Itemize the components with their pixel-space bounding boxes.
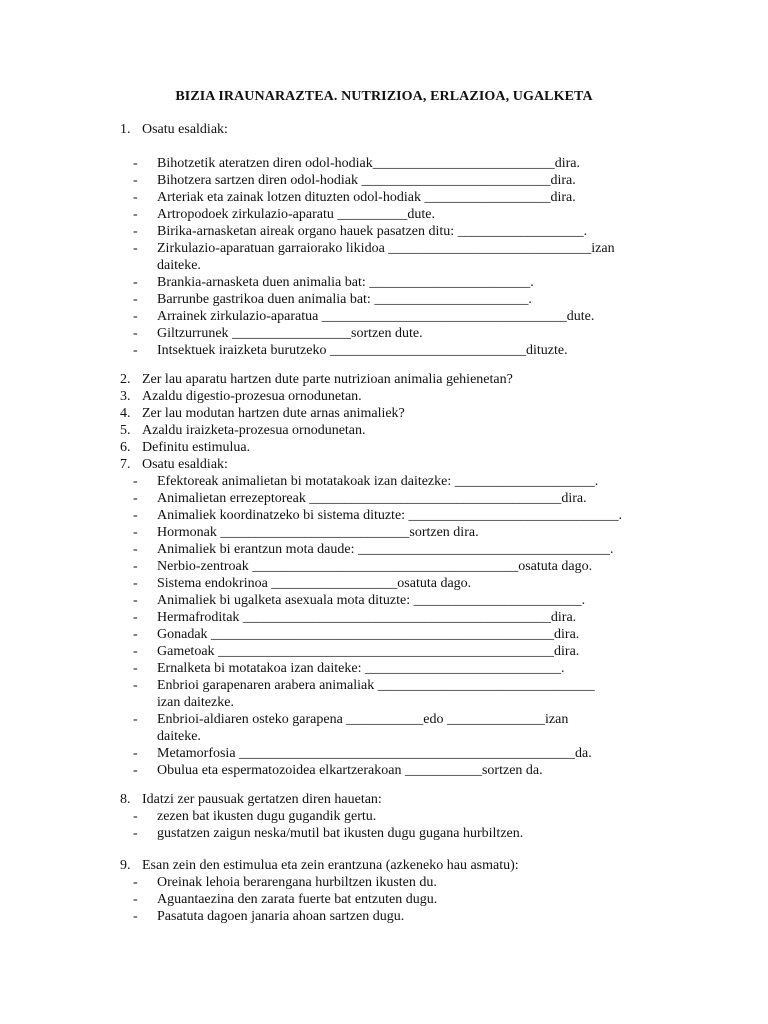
question-1-heading xyxy=(120,121,660,138)
dash-bullet: - xyxy=(133,826,138,841)
dash-bullet: - xyxy=(133,343,138,358)
dash-bullet: - xyxy=(133,610,138,625)
list-item xyxy=(120,762,660,779)
dash-bullet: - xyxy=(133,190,138,205)
question-number: 1. xyxy=(120,122,131,137)
dash-bullet: - xyxy=(133,275,138,290)
list-item xyxy=(120,891,660,908)
dash-bullet: - xyxy=(133,678,138,693)
list-item xyxy=(120,342,660,359)
list-item xyxy=(120,291,660,308)
list-item xyxy=(120,473,660,490)
item-text: Gametoak ________________________________________________dira. xyxy=(157,644,580,659)
item-text: Artropodoek zirkulazio-aparatu __________dute. xyxy=(157,207,435,222)
list-item xyxy=(120,274,660,291)
list-item xyxy=(120,592,660,609)
question-text: Azaldu iraizketa-prozesua ornodunetan. xyxy=(142,423,366,438)
dash-bullet: - xyxy=(133,309,138,324)
item-text: zezen bat ikusten dugu gugandik gertu. xyxy=(157,809,377,824)
item-text: Hormonak ___________________________sortzen dira. xyxy=(157,525,479,540)
item-text: Nerbio-zentroak ______________________________________osatuta dago. xyxy=(157,559,593,574)
item-text: Hermafroditak ____________________________________________dira. xyxy=(157,610,577,625)
list-item xyxy=(120,240,660,274)
question-text: Definitu estimulua. xyxy=(142,440,251,455)
item-text: Bihotzera sartzen diren odol-hodiak ___________________________dira. xyxy=(157,173,576,188)
item-continuation: daiteke. xyxy=(157,729,201,744)
list-item xyxy=(120,609,660,626)
item-text: Barrunbe gastrikoa duen animalia bat: ______________________. xyxy=(157,292,532,307)
dash-bullet: - xyxy=(133,508,138,523)
list-item xyxy=(120,677,660,711)
dash-bullet: - xyxy=(133,746,138,761)
item-text: Aguantaezina den zarata fuerte bat entzuten dugu. xyxy=(157,892,438,907)
dash-bullet: - xyxy=(133,491,138,506)
dash-bullet: - xyxy=(133,474,138,489)
dash-bullet: - xyxy=(133,241,138,256)
question-text: Zer lau aparatu hartzen dute parte nutrizioan animalia gehienetan? xyxy=(142,372,513,387)
question-5 xyxy=(120,422,660,439)
question-6 xyxy=(120,439,660,456)
item-text: Ernalketa bi motatakoa izan daiteke: ____________________________. xyxy=(157,661,565,676)
item-text: Animaliek bi erantzun mota daude: ____________________________________. xyxy=(157,542,614,557)
list-item xyxy=(120,711,660,745)
question-number: 9. xyxy=(120,858,131,873)
item-continuation: daiteke. xyxy=(157,258,201,273)
dash-bullet: - xyxy=(133,525,138,540)
item-text: Oreinak lehoia berarengana hurbiltzen ikusten du. xyxy=(157,875,437,890)
item-text: Animaliek bi ugalketa asexuala mota dituzte: ________________________. xyxy=(157,593,586,608)
item-text: Efektoreak animalietan bi motatakoak izan daitezke: ____________________. xyxy=(157,474,599,489)
question-7-heading xyxy=(120,456,660,473)
question-number: 7. xyxy=(120,457,131,472)
dash-bullet: - xyxy=(133,712,138,727)
list-item xyxy=(120,524,660,541)
list-item xyxy=(120,308,660,325)
item-text: Zirkulazio-aparatuan garraiorako likidoa _____________________________izan xyxy=(157,241,615,256)
dash-bullet: - xyxy=(133,661,138,676)
question-8-heading xyxy=(120,791,660,808)
list-item xyxy=(120,643,660,660)
list-item xyxy=(120,507,660,524)
item-text: Enbrioi-aldiaren osteko garapena ___________edo ______________izan xyxy=(157,712,569,727)
list-item xyxy=(120,908,660,925)
item-text: Sistema endokrinoa __________________osatuta dago. xyxy=(157,576,472,591)
item-text: Pasatuta dagoen janaria ahoan sartzen dugu. xyxy=(157,909,405,924)
question-number: 4. xyxy=(120,406,131,421)
dash-bullet: - xyxy=(133,173,138,188)
item-text: Bihotzetik ateratzen diren odol-hodiak__________________________dira. xyxy=(157,156,581,171)
question-9 xyxy=(120,857,660,925)
item-text: Giltzurrunek _________________sortzen dute. xyxy=(157,326,423,341)
question-2 xyxy=(120,371,660,388)
question-text: Osatu esaldiak: xyxy=(142,122,228,137)
dash-bullet: - xyxy=(133,156,138,171)
item-text: Birika-arnasketan aireak organo hauek pasatzen ditu: __________________. xyxy=(157,224,588,239)
dash-bullet: - xyxy=(133,809,138,824)
list-item xyxy=(120,575,660,592)
list-item xyxy=(120,874,660,891)
dash-bullet: - xyxy=(133,542,138,557)
list-item xyxy=(120,660,660,677)
question-number: 3. xyxy=(120,389,131,404)
list-item xyxy=(120,223,660,240)
list-item xyxy=(120,189,660,206)
question-number: 5. xyxy=(120,423,131,438)
questions-2-to-7 xyxy=(120,371,660,779)
dash-bullet: - xyxy=(133,644,138,659)
item-text: gustatzen zaigun neska/mutil bat ikusten dugu gugana hurbiltzen. xyxy=(157,826,524,841)
item-text: Enbrioi garapenaren arabera animaliak _______________________________ xyxy=(157,678,595,693)
item-text: Arrainek zirkulazio-aparatua ___________________________________dute. xyxy=(157,309,595,324)
item-text: Gonadak _________________________________________________dira. xyxy=(157,627,580,642)
question-4 xyxy=(120,405,660,422)
question-8 xyxy=(120,791,660,842)
dash-bullet: - xyxy=(133,627,138,642)
dash-bullet: - xyxy=(133,207,138,222)
dash-bullet: - xyxy=(133,909,138,924)
question-text: Azaldu digestio-prozesua ornodunetan. xyxy=(142,389,362,404)
list-item xyxy=(120,558,660,575)
dash-bullet: - xyxy=(133,224,138,239)
item-text: Arteriak eta zainak lotzen dituzten odol-hodiak __________________dira. xyxy=(157,190,576,205)
item-text: Brankia-arnasketa duen animalia bat: _______________________. xyxy=(157,275,534,290)
list-item xyxy=(120,541,660,558)
dash-bullet: - xyxy=(133,559,138,574)
question-9-heading xyxy=(120,857,660,874)
dash-bullet: - xyxy=(133,593,138,608)
dash-bullet: - xyxy=(133,875,138,890)
list-item xyxy=(120,745,660,762)
item-text: Animaliek koordinatzeko bi sistema dituzte: ______________________________. xyxy=(157,508,623,523)
list-item xyxy=(120,325,660,342)
dash-bullet: - xyxy=(133,292,138,307)
list-item xyxy=(120,172,660,189)
question-text: Esan zein den estimulua eta zein erantzuna (azkeneko hau asmatu): xyxy=(142,858,519,873)
dash-bullet: - xyxy=(133,763,138,778)
list-item xyxy=(120,155,660,172)
list-item xyxy=(120,490,660,507)
document-title: BIZIA IRAUNARAZTEA. NUTRIZIOA, ERLAZIOA, UGALKETA xyxy=(175,89,593,104)
question-1 xyxy=(120,121,660,359)
list-item xyxy=(120,825,660,842)
question-number: 6. xyxy=(120,440,131,455)
question-text: Idatzi zer pausuak gertatzen diren hauetan: xyxy=(142,792,382,807)
list-item xyxy=(120,808,660,825)
question-text: Osatu esaldiak: xyxy=(142,457,228,472)
dash-bullet: - xyxy=(133,892,138,907)
dash-bullet: - xyxy=(133,576,138,591)
list-item xyxy=(120,206,660,223)
item-text: Intsektuek iraizketa burutzeko ____________________________dituzte. xyxy=(157,343,568,358)
list-item xyxy=(120,626,660,643)
question-number: 2. xyxy=(120,372,131,387)
item-continuation: izan daitezke. xyxy=(157,695,234,710)
item-text: Obulua eta espermatozoidea elkartzerakoan ___________sortzen da. xyxy=(157,763,543,778)
question-text: Zer lau modutan hartzen dute arnas animaliek? xyxy=(142,406,405,421)
question-number: 8. xyxy=(120,792,131,807)
dash-bullet: - xyxy=(133,326,138,341)
question-3 xyxy=(120,388,660,405)
item-text: Metamorfosia ________________________________________________da. xyxy=(157,746,592,761)
item-text: Animalietan errezeptoreak ____________________________________dira. xyxy=(157,491,587,506)
